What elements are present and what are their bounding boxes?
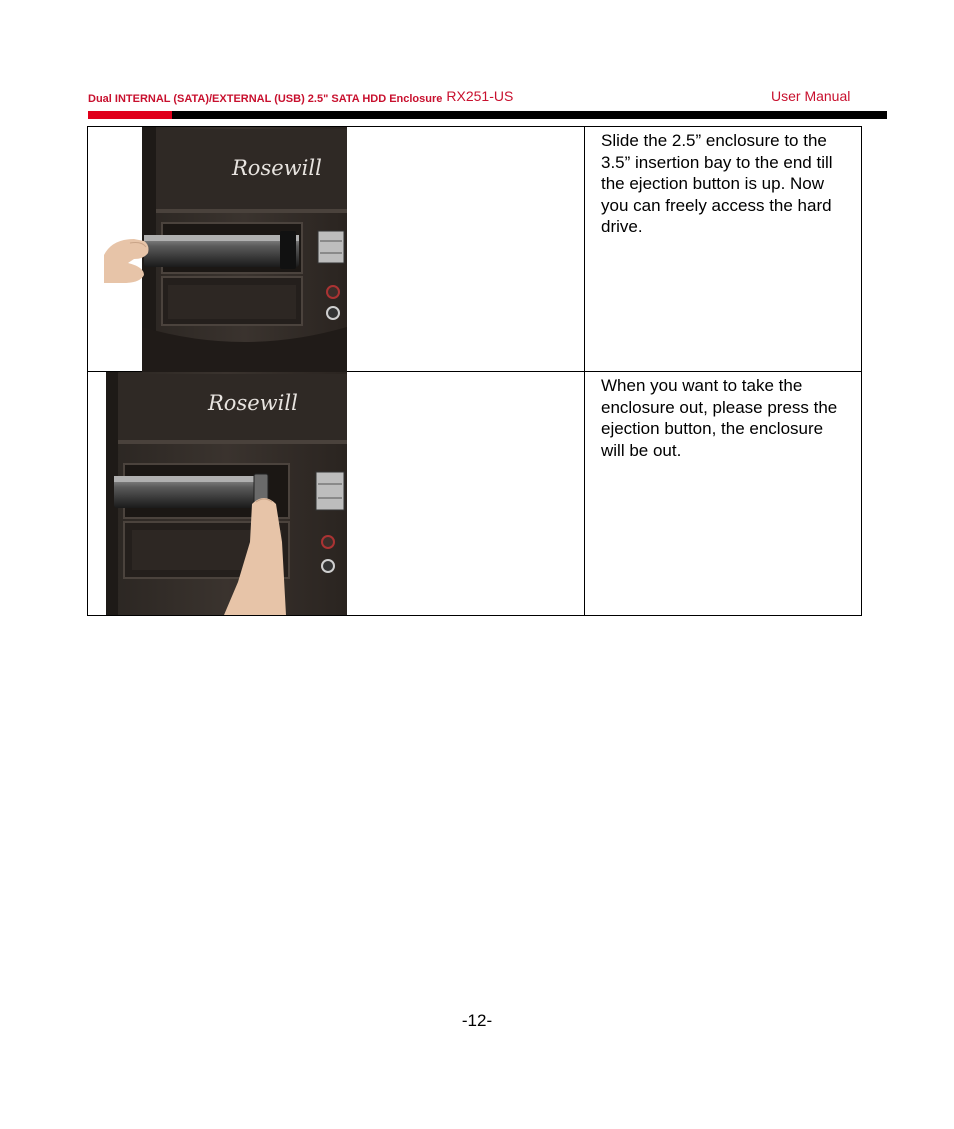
audio-jack-icon	[322, 560, 334, 572]
table-row	[88, 372, 861, 615]
header-rule-red	[88, 111, 172, 119]
hand	[104, 239, 149, 283]
usb-port-icon	[316, 472, 344, 510]
header-product: Dual INTERNAL (SATA)/EXTERNAL (USB) 2.5" SATA HDD Enclosure	[88, 93, 443, 105]
audio-jack-icon	[327, 286, 339, 298]
instruction-table	[87, 126, 862, 616]
column-divider	[584, 372, 585, 615]
usb-port-icon	[318, 231, 344, 263]
audio-jack-icon	[322, 536, 334, 548]
insert-enclosure-photo	[104, 127, 347, 372]
brand-logo: Rosewill	[232, 156, 322, 180]
header-model: RX251-US	[446, 88, 514, 104]
brand-logo: Rosewill	[208, 391, 298, 415]
header-rule-black	[172, 111, 887, 119]
column-divider	[584, 127, 585, 371]
header-product-title	[88, 89, 513, 105]
step-instruction: Slide the 2.5” enclosure to the 3.5” insertion bay to the end till the ejection button is up. Now you can freely access the hard drive.	[601, 131, 833, 236]
step-instruction: When you want to take the enclosure out, please press the ejection button, the enclosure will be out.	[601, 376, 838, 460]
page-number: -12-	[461, 1011, 493, 1030]
audio-jack-icon	[327, 307, 339, 319]
eject-enclosure-photo	[104, 372, 347, 615]
table-row	[88, 127, 861, 372]
header-doc-type: User Manual	[771, 88, 851, 104]
